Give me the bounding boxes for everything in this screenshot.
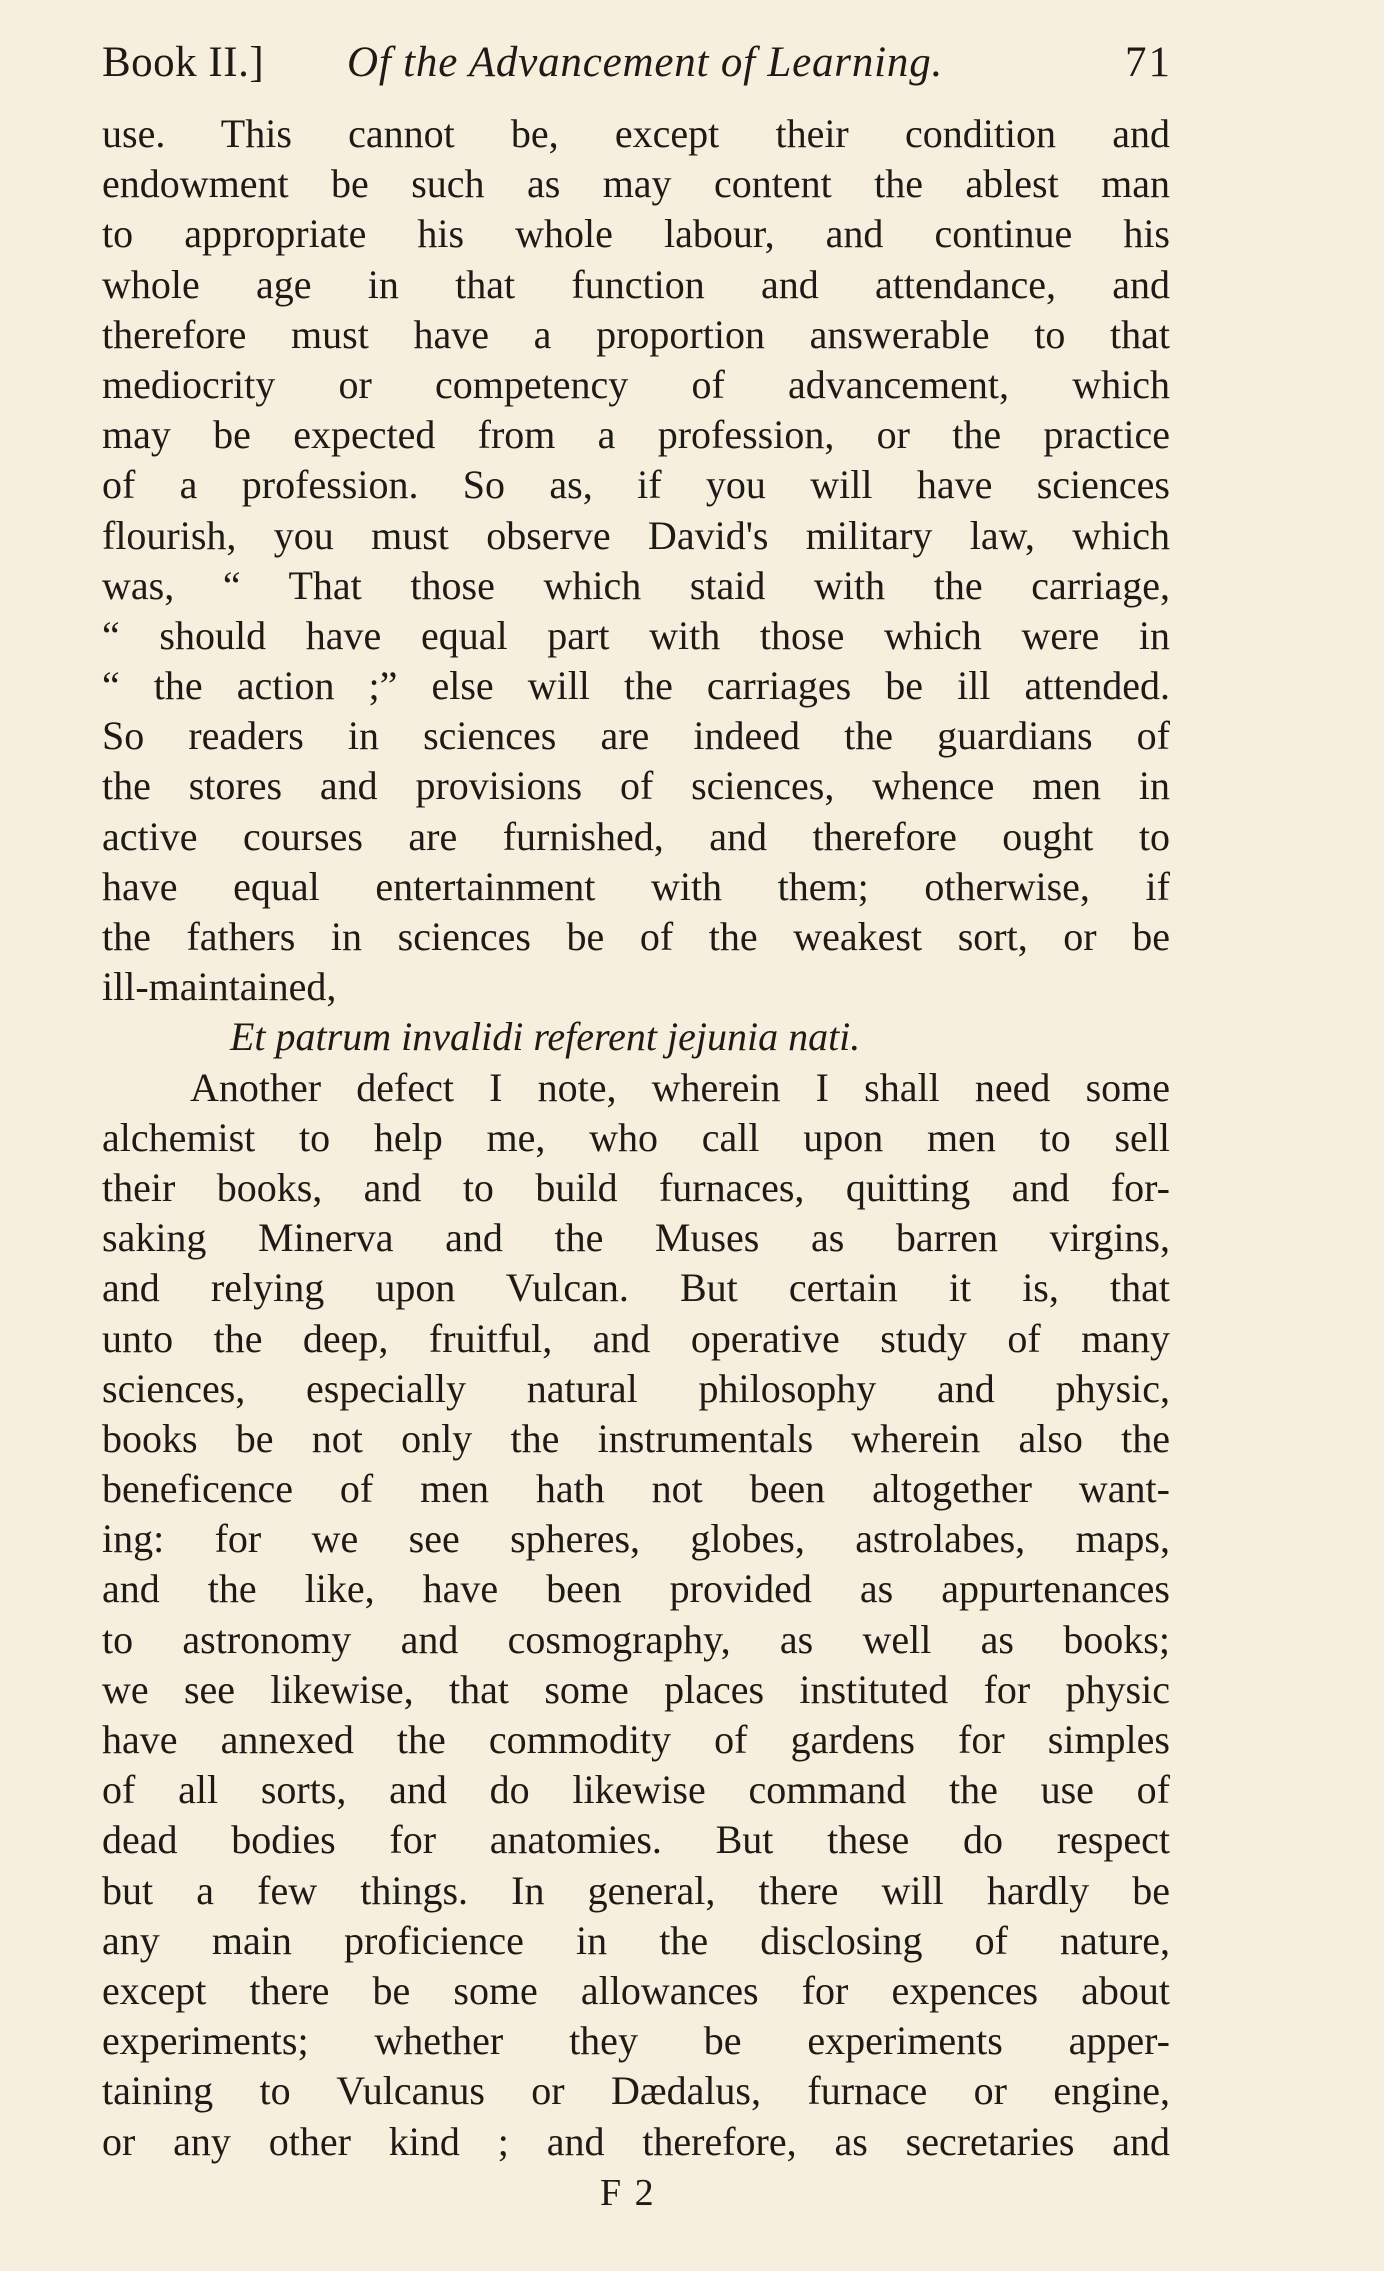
text-line: dead bodies for anatomies. But these do respect <box>102 1817 1170 1863</box>
text-line: was, “ That those which staid with the carriage, <box>102 562 1170 608</box>
text-line: saking Minerva and the Muses as barren virgins, <box>102 1215 1170 1261</box>
text-line: mediocrity or competency of advancement, which <box>102 361 1170 407</box>
latin-verse-line: Et patrum invalidi referent jejunia nati. <box>230 1014 861 1060</box>
text-line: the fathers in sciences be of the weakest sort, or be <box>102 914 1170 959</box>
text-line: active courses are furnished, and therefore ought to <box>102 813 1170 859</box>
text-line: have annexed the commodity of gardens for simples <box>102 1717 1170 1762</box>
text-line: “ should have equal part with those which were in <box>102 612 1170 658</box>
text-line: we see likewise, that some places instituted for physic <box>102 1666 1170 1712</box>
text-line: flourish, you must observe David's military law, which <box>102 512 1170 558</box>
text-line: of all sorts, and do likewise command the use of <box>102 1767 1170 1813</box>
signature-mark: F 2 <box>600 2172 656 2214</box>
text-line: So readers in sciences are indeed the guardians of <box>102 713 1170 759</box>
text-line: unto the deep, fruitful, and operative study of many <box>102 1315 1170 1361</box>
running-title: Of the Advancement of Learning. <box>347 39 944 86</box>
text-line: any main proficience in the disclosing of nature, <box>102 1917 1170 1963</box>
text-line: ing: for we see spheres, globes, astrolabes, maps, <box>102 1516 1170 1562</box>
page-number: 71 <box>1125 39 1172 86</box>
text-line: taining to Vulcanus or Dædalus, furnace or engine, <box>102 2068 1170 2114</box>
text-line: their books, and to build furnaces, quitting and for- <box>102 1164 1170 1210</box>
text-line: and the like, have been provided as appurtenances <box>102 1566 1170 1612</box>
text-line: experiments; whether they be experiments apper- <box>102 2018 1170 2064</box>
text-line: books be not only the instrumentals wherein also the <box>102 1415 1170 1461</box>
text-line: whole age in that function and attendance, and <box>102 261 1170 307</box>
text-line: alchemist to help me, who call upon men to sell <box>102 1114 1170 1160</box>
text-line: to astronomy and cosmography, as well as books; <box>102 1616 1170 1662</box>
text-line: have equal entertainment with them; otherwise, if <box>102 863 1170 909</box>
body-text <box>102 109 1170 2167</box>
text-line: therefore must have a proportion answerable to that <box>102 311 1170 357</box>
running-header <box>102 32 1172 94</box>
text-line: ill-maintained, <box>102 964 337 1010</box>
text-line: except there be some allowances for expences about <box>102 1967 1170 2013</box>
text-line: use. This cannot be, except their condition and <box>102 111 1170 156</box>
book-label: Book II.] <box>102 39 265 86</box>
text-line: to appropriate his whole labour, and continue his <box>102 211 1170 257</box>
text-line: the stores and provisions of sciences, whence men in <box>102 763 1170 809</box>
text-line: sciences, especially natural philosophy and physic, <box>102 1365 1170 1411</box>
text-line: but a few things. In general, there will hardly be <box>102 1867 1170 1913</box>
text-line: endowment be such as may content the ablest man <box>102 161 1170 207</box>
text-line: beneficence of men hath not been altogether want- <box>102 1466 1170 1512</box>
text-line: “ the action ;” else will the carriages be ill attended. <box>102 663 1170 709</box>
paragraph-start-line: Another defect I note, wherein I shall need some <box>190 1064 1170 1110</box>
text-line: and relying upon Vulcan. But certain it is, that <box>102 1265 1170 1311</box>
text-line: may be expected from a profession, or the practice <box>102 412 1170 458</box>
text-line: or any other kind ; and therefore, as secretaries and <box>102 2118 1170 2164</box>
text-line: of a profession. So as, if you will have sciences <box>102 462 1170 508</box>
